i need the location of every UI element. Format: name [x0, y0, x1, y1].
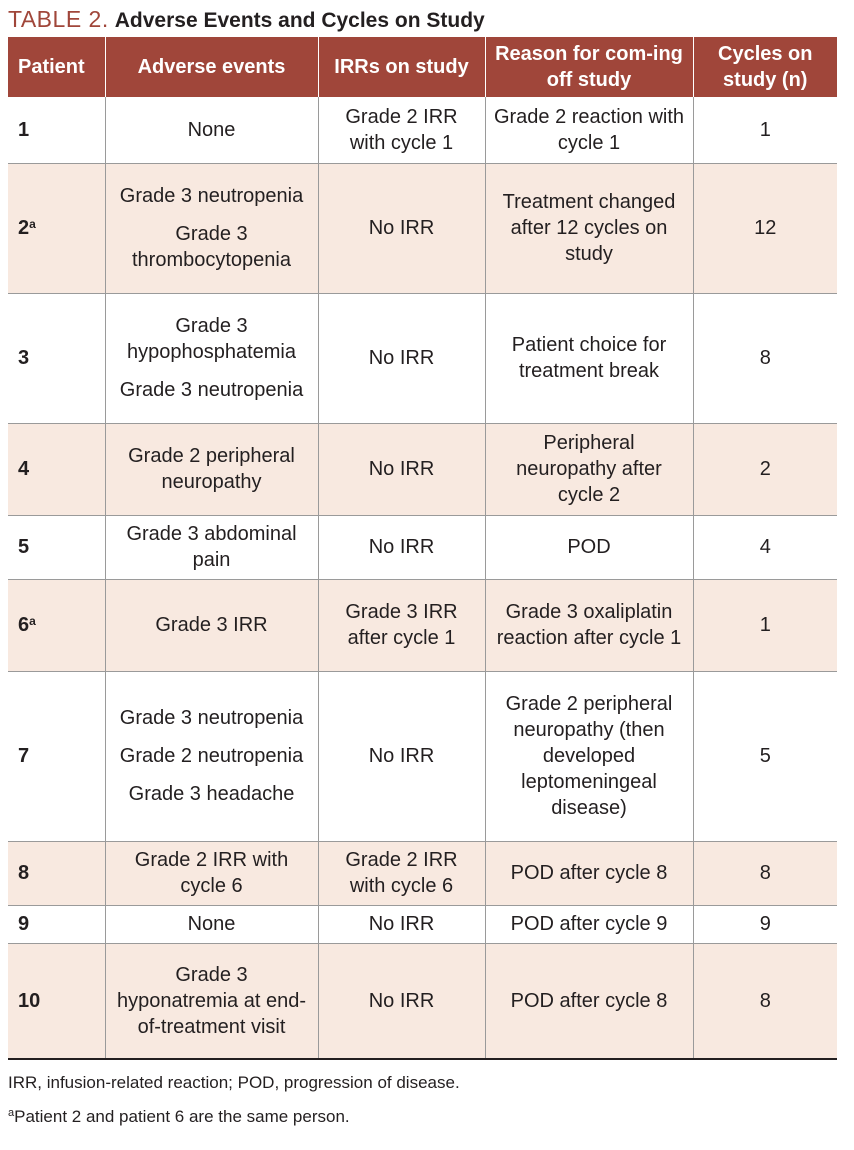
adverse-event: Grade 3 neutropenia: [119, 379, 304, 401]
cell-reason: POD after cycle 9: [485, 905, 693, 943]
adverse-event: Grade 2 peripheral neuropathy: [128, 445, 295, 493]
table-row: [8, 163, 837, 293]
cell-cycles: 8: [693, 943, 837, 1059]
table-title: [8, 4, 485, 34]
cell-cycles: 2: [693, 423, 837, 515]
cell-cycles: 8: [693, 293, 837, 423]
cell-reason: POD: [485, 515, 693, 579]
table-row: [8, 423, 837, 515]
cell-reason: Peripheral neuropathy after cycle 2: [485, 423, 693, 515]
cell-patient: [8, 841, 105, 905]
cell-irr: No IRR: [318, 293, 485, 423]
cell-adverse-events: [105, 579, 318, 671]
cell-reason: Grade 3 oxaliplatin reaction after cycle 1: [485, 579, 693, 671]
header-irrs: IRRs on study: [318, 37, 485, 97]
cell-adverse-events: [105, 163, 318, 293]
patient-number: 1: [18, 118, 30, 141]
adverse-event: Grade 3 abdominal pain: [126, 523, 297, 571]
patient-footnote-marker: a: [29, 614, 36, 628]
table-caption: Adverse Events and Cycles on Study: [114, 9, 485, 32]
cell-adverse-events: [105, 841, 318, 905]
cell-reason: Treatment changed after 12 cycles on study: [485, 163, 693, 293]
cell-adverse-events: [105, 97, 318, 163]
adverse-events-table: [8, 37, 837, 1060]
patient-number: 7: [18, 745, 30, 767]
cell-adverse-events: [105, 943, 318, 1059]
cell-cycles: 4: [693, 515, 837, 579]
table-body: [8, 97, 837, 1059]
table-row: [8, 943, 837, 1059]
table-row: [8, 293, 837, 423]
cell-adverse-events: [105, 905, 318, 943]
cell-adverse-events: [105, 293, 318, 423]
patient-number: 10: [18, 989, 41, 1012]
cell-irr: Grade 3 IRR after cycle 1: [318, 579, 485, 671]
patient-number: 6: [18, 614, 30, 636]
patient-number: 9: [18, 913, 30, 935]
cell-irr: No IRR: [318, 163, 485, 293]
footnote-marker: a: [8, 1107, 15, 1119]
patient-number: 3: [18, 347, 30, 369]
cell-irr: No IRR: [318, 515, 485, 579]
cell-patient: [8, 943, 105, 1059]
cell-patient: [8, 97, 105, 163]
patient-number: 2: [18, 217, 30, 239]
header-adverse-events: Adverse events: [105, 37, 318, 97]
adverse-event: Grade 3 neutropenia: [119, 185, 304, 207]
cell-patient: [8, 671, 105, 841]
cell-cycles: 1: [693, 97, 837, 163]
cell-reason: Patient choice for treatment break: [485, 293, 693, 423]
adverse-event: Grade 3 hypophosphatemia: [126, 315, 296, 363]
cell-patient: [8, 905, 105, 943]
footnote-same-person: [8, 1106, 350, 1128]
cell-reason: POD after cycle 8: [485, 841, 693, 905]
cell-adverse-events: [105, 423, 318, 515]
cell-patient: [8, 579, 105, 671]
patient-number: 5: [18, 536, 30, 558]
cell-patient: [8, 423, 105, 515]
cell-cycles: 12: [693, 163, 837, 293]
patient-number: 4: [18, 458, 30, 480]
adverse-event: None: [187, 913, 236, 935]
cell-cycles: 9: [693, 905, 837, 943]
adverse-event: Grade 3 thrombocytopenia: [132, 223, 291, 271]
table-row: [8, 97, 837, 163]
table-row: [8, 905, 837, 943]
cell-adverse-events: [105, 671, 318, 841]
header-row: [8, 37, 837, 97]
table-row: [8, 515, 837, 579]
table-label: TABLE 2.: [8, 6, 109, 32]
adverse-event: Grade 3 neutropenia: [119, 707, 304, 729]
adverse-event: Grade 2 neutropenia: [119, 745, 304, 767]
cell-irr: Grade 2 IRR with cycle 6: [318, 841, 485, 905]
cell-reason: Grade 2 peripheral neuropathy (then developed leptomeningeal disease): [485, 671, 693, 841]
adverse-event: Grade 2 IRR with cycle 6: [134, 849, 289, 897]
cell-cycles: 1: [693, 579, 837, 671]
cell-patient: [8, 515, 105, 579]
footnote-abbreviations: IRR, infusion-related reaction; POD, progression of disease.: [8, 1073, 460, 1092]
cell-reason: Grade 2 reaction with cycle 1: [485, 97, 693, 163]
table-row: [8, 671, 837, 841]
cell-patient: [8, 293, 105, 423]
footnote-text: Patient 2 and patient 6 are the same person.: [14, 1107, 350, 1126]
adverse-event: Grade 3 hyponatremia at end-of-treatment visit: [116, 963, 306, 1038]
cell-irr: No IRR: [318, 943, 485, 1059]
patient-footnote-marker: a: [29, 217, 36, 231]
patient-number: 8: [18, 862, 30, 884]
cell-reason: POD after cycle 8: [485, 943, 693, 1059]
cell-irr: No IRR: [318, 423, 485, 515]
header-patient: Patient: [8, 37, 105, 97]
cell-patient: [8, 163, 105, 293]
cell-irr: No IRR: [318, 905, 485, 943]
table-row: [8, 579, 837, 671]
cell-irr: Grade 2 IRR with cycle 1: [318, 97, 485, 163]
adverse-event: Grade 3 IRR: [155, 614, 268, 636]
cell-cycles: 8: [693, 841, 837, 905]
cell-cycles: 5: [693, 671, 837, 841]
table-row: [8, 841, 837, 905]
header-reason: Reason for com-ing off study: [485, 37, 693, 97]
cell-irr: No IRR: [318, 671, 485, 841]
header-cycles: Cycles on study (n): [693, 37, 837, 97]
cell-adverse-events: [105, 515, 318, 579]
adverse-event: Grade 3 headache: [128, 783, 295, 805]
adverse-event: None: [187, 118, 236, 141]
